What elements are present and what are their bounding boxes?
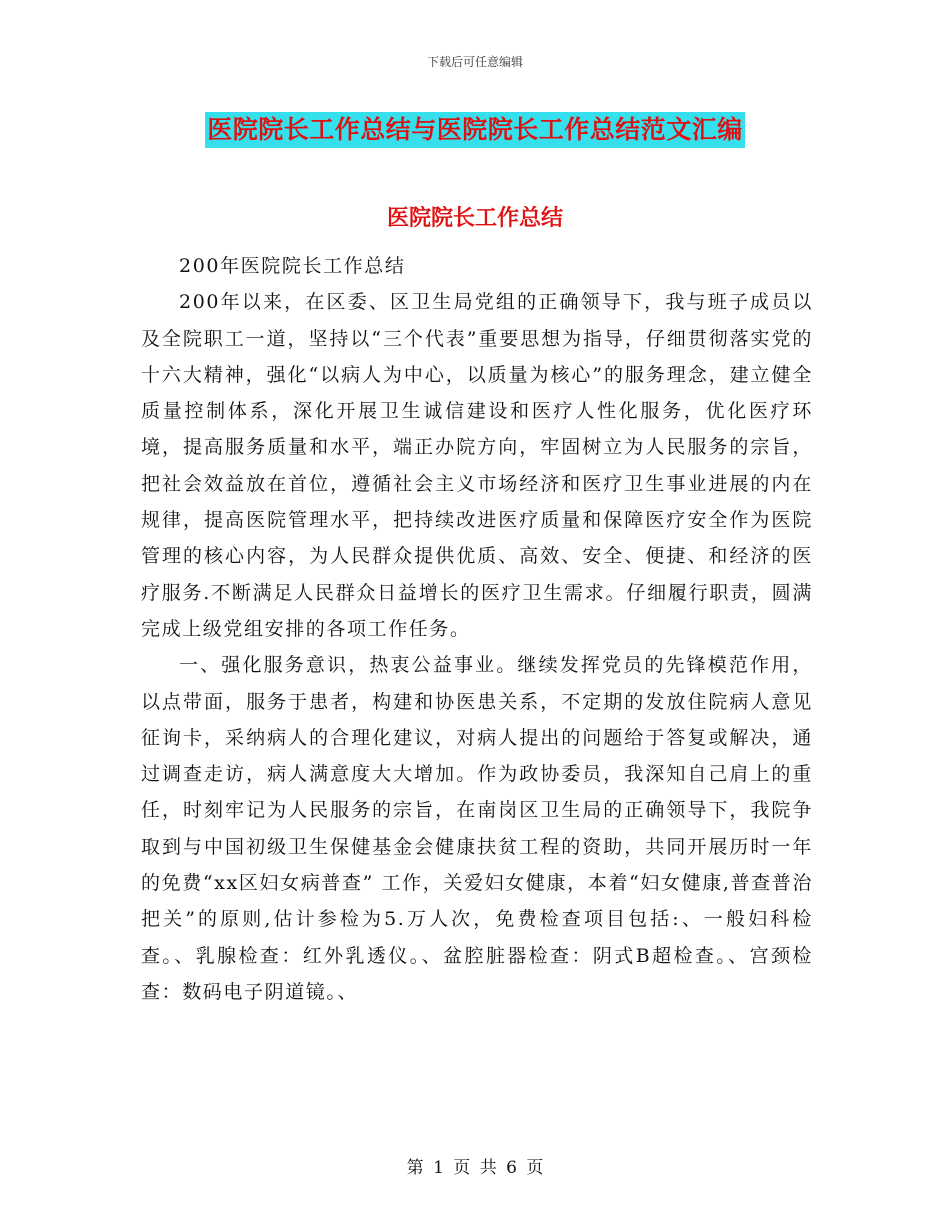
page-footer: 第 1 页 共 6 页: [406, 1158, 544, 1178]
section-title: 医院院长工作总结: [386, 205, 563, 231]
paragraph-intro: 200年以来，在区委、区卫生局党组的正确领导下，我与班子成员以及全院职工一道，坚持以“三个代表”重要思想为指导，仔细贯彻落实党的十六大精神，强化“以病人为中心，以质量为核心”的服务理念，建立健全质量控制体系，深化开展卫生诚信建设和医疗人性化服务，优化医疗环境，提高服务质量和水平，端正办院方向，牢固树立为人民服务的宗旨，把社会效益放在首位，遵循社会主义市场经济和医疗卫生事业进展的内在规律，提高医院管理水平，把持续改进医疗质量和保障医疗安全作为医院管理的核心内容，为人民群众提供优质、高效、安全、便捷、和经济的医疗服务.不断满足人民群众日益增长的医疗卫生需求。仔细履行职责，圆满完成上级党组安排的各项工作任务。: [141, 291, 813, 640]
document-body: [141, 248, 813, 1010]
paragraph-section-one: 一、强化服务意识，热衷公益事业。继续发挥党员的先锋模范作用，以点带面，服务于患者，构建和协医患关系，不定期的发放住院病人意见征询卡，采纳病人的合理化建议，对病人提出的问题给于答复或解决，通过调查走访，病人满意度大大增加。作为政协委员，我深知自己肩上的重任，时刻牢记为人民服务的宗旨，在南岗区卫生局的正确领导下，我院争取到与中国初级卫生保健基金会健康扶贫工程的资助，共同开展历时一年的免费“xx区妇女病普查” 工作，关爱妇女健康，本着“妇女健康,普查普治把关”的原则,估计参检为5.万人次，免费检查项目包括:、一般妇科检查。、乳腺检查：红外乳透仪。、盆腔脏器检查：阴式B超检查。、宫颈检查：数码电子阴道镜。、: [141, 654, 813, 1003]
paragraph-subtitle: 200年医院院长工作总结: [179, 255, 406, 277]
document-title: [0, 112, 950, 148]
header-note: 下载后可任意编辑: [426, 55, 523, 69]
document-title-text: 医院院长工作总结与医院院长工作总结范文汇编: [205, 112, 745, 148]
